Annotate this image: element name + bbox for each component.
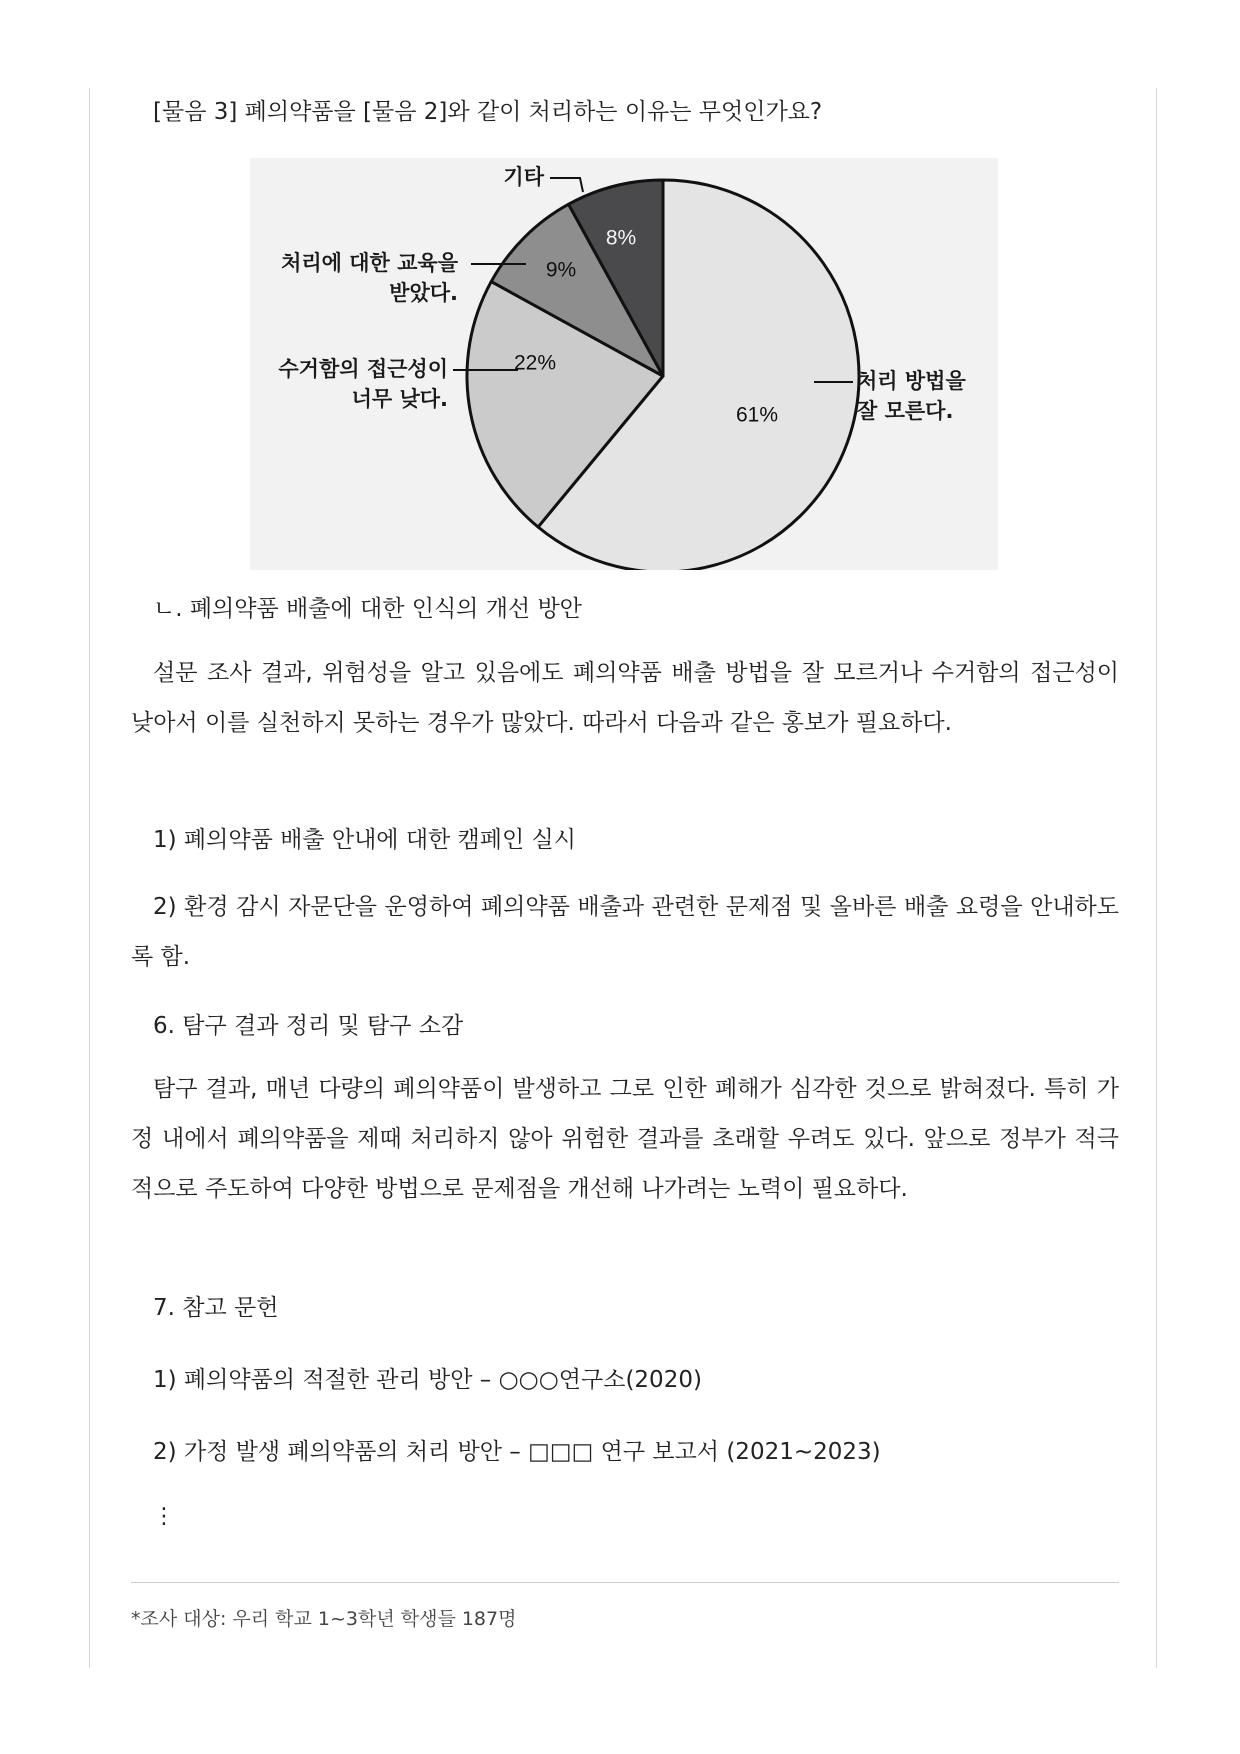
- section-6-title: 6. 탐구 결과 정리 및 탐구 소감: [153, 1013, 464, 1039]
- pie-value-label-1: 61%: [735, 403, 779, 427]
- item-1: 1) 폐의약품 배출 안내에 대한 캠페인 실시: [153, 827, 576, 853]
- section-6-body: 탐구 결과, 매년 다량의 폐의약품이 발생하고 그로 인한 폐해가 심각한 것으로 밝혀졌다. 특히 가정 내에서 폐의약품을 제때 처리하지 않아 위험한 결과를 초래할 우려도 있다. 앞으로 정부가 적극적으로 주도하여 다양한 방법으로 문제점을 개선해 나가려는 노력이 필요하다.: [131, 1076, 1119, 1202]
- pie-category-label-4-line-1: 기타: [503, 165, 544, 189]
- ellipsis: ⋮: [153, 1504, 175, 1529]
- section-7-title: 7. 참고 문헌: [153, 1295, 279, 1321]
- pie-category-label-1-line-2: 잘 모른다.: [857, 399, 954, 423]
- pie-leader-line-4: [550, 178, 583, 192]
- pie-category-label-3-line-1: 처리에 대한 교육을: [281, 251, 458, 275]
- reference-2: 2) 가정 발생 폐의약품의 처리 방안 – □□□ 연구 보고서 (2021~2023): [153, 1439, 881, 1465]
- item-2-paragraph: [131, 882, 1119, 982]
- pie-value-label-2: 22%: [513, 351, 557, 375]
- section-l-paragraph: [131, 648, 1119, 748]
- pie-category-label-2-line-2: 너무 낮다.: [351, 387, 448, 411]
- section-l-title: ㄴ. 폐의약품 배출에 대한 인식의 개선 방안: [153, 596, 582, 622]
- footnote-divider: [131, 1582, 1119, 1583]
- item-2: 2) 환경 감시 자문단을 운영하여 폐의약품 배출과 관련한 문제점 및 올바른 배출 요령을 안내하도록 함.: [131, 894, 1119, 970]
- pie-value-label-3: 9%: [545, 258, 577, 282]
- pie-chart-svg: [250, 158, 998, 570]
- page-border-right: [1156, 88, 1157, 1668]
- pie-value-label-4: 8%: [605, 226, 637, 250]
- section-6-paragraph: [131, 1064, 1119, 1214]
- pie-category-label-2-line-1: 수거함의 접근성이: [278, 357, 448, 381]
- section-l-body: 설문 조사 결과, 위험성을 알고 있음에도 폐의약품 배출 방법을 잘 모르거나 수거함의 접근성이 낮아서 이를 실천하지 못하는 경우가 많았다. 따라서 다음과 같은 홍보가 필요하다.: [131, 660, 1119, 736]
- page-border-left: [89, 88, 90, 1668]
- footnote: *조사 대상: 우리 학교 1~3학년 학생들 187명: [131, 1608, 517, 1630]
- reference-1: 1) 폐의약품의 적절한 관리 방안 – ○○○연구소(2020): [153, 1367, 702, 1393]
- pie-category-label-3-line-2: 받았다.: [389, 281, 458, 305]
- question-3: [물음 3] 폐의약품을 [물음 2]와 같이 처리하는 이유는 무엇인가요?: [153, 99, 823, 125]
- pie-chart: [250, 158, 998, 570]
- pie-category-label-1-line-1: 처리 방법을: [857, 369, 966, 393]
